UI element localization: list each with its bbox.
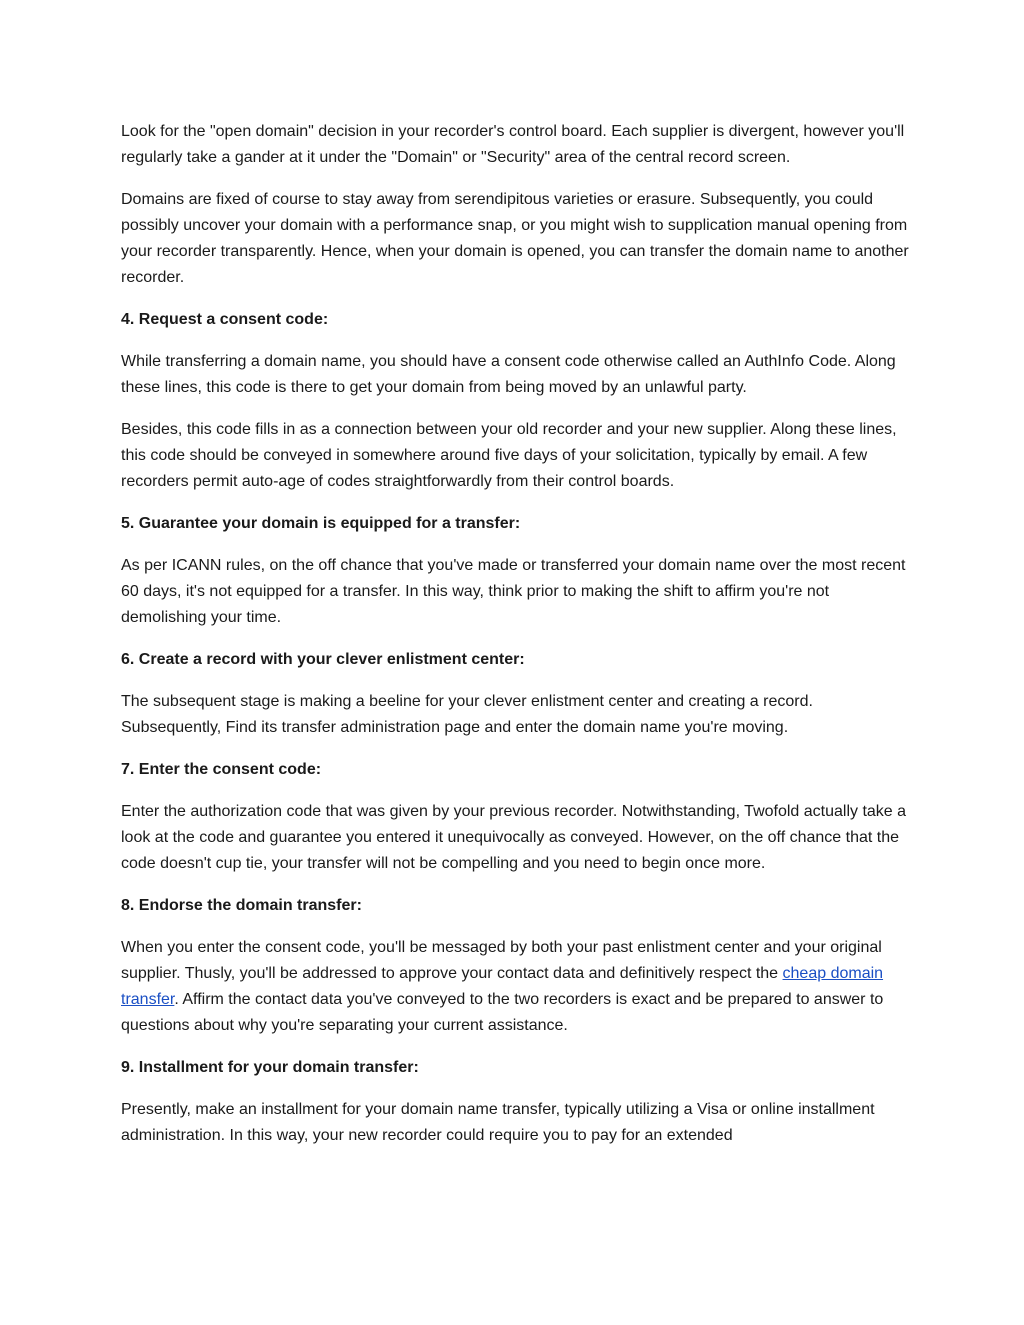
paragraph-authorization-code: Enter the authorization code that was given by your previous recorder. Notwithstanding, Twofold actually take a look at the code and guarantee you entered it unequivocally as conveyed. However, on the off chance that the code doesn't cup tie, your transfer will not be compelling and you need to begin once more. (121, 803, 907, 872)
heading-guarantee-eligibility: 5. Guarantee your domain is equipped for a transfer: (121, 515, 521, 532)
paragraph-new-registrar-account: The subsequent stage is making a beeline for your clever enlistment center and creating a record. Subsequently, Find its transfer administration page and enter the domain name you're moving. (121, 693, 813, 736)
paragraph-unlock-domain-location: Look for the "open domain" decision in your recorder's control board. Each supplier is divergent, however you'll regularly take a gander at it under the "Domain" or "Security" area of the central record screen. (121, 123, 905, 166)
paragraph-code-delivery: Besides, this code fills in as a connection between your old recorder and your new supplier. Along these lines, this code should be conveyed in somewhere around five days of your solicitation, typically by email. A few recorders permit auto-age of codes straightforwardly from their control boards. (121, 421, 897, 490)
cheap-domain-transfer-link[interactable]: cheap domain transfer (121, 965, 884, 1008)
heading-request-consent-code: 4. Request a consent code: (121, 311, 329, 328)
heading-installment: 9. Installment for your domain transfer: (121, 1059, 419, 1076)
paragraph-text-before-link: When you enter the consent code, you'll be messaged by both your past enlistment center and your original supplier. Thusly, you'll be addressed to approve your contact data and definitively respect the (121, 939, 882, 982)
paragraph-installment: Presently, make an installment for your domain name transfer, typically utilizing a Visa or online installment administration. In this way, your new recorder could require you to pay for an extended (121, 1101, 875, 1144)
paragraph-domain-locking: Domains are fixed of course to stay away from serendipitous varieties or erasure. Subsequently, you could possibly uncover your domain with a performance snap, or you might wish to supplication manual opening from your recorder transparently. Hence, when your domain is opened, you can transfer the domain name to another recorder. (121, 191, 909, 286)
heading-create-record: 6. Create a record with your clever enlistment center: (121, 651, 525, 668)
paragraph-text-after-link: . Affirm the contact data you've conveyed to the two recorders is exact and be prepared to answer to questions about why you're separating your current assistance. (121, 991, 884, 1034)
heading-endorse-transfer: 8. Endorse the domain transfer: (121, 897, 362, 914)
paragraph-endorse-transfer (121, 935, 911, 1039)
paragraph-authinfo-code: While transferring a domain name, you should have a consent code otherwise called an AuthInfo Code. Along these lines, this code is there to get your domain from being moved by an unlawful party. (121, 353, 896, 396)
heading-enter-consent-code: 7. Enter the consent code: (121, 761, 322, 778)
document-page (121, 119, 911, 1165)
paragraph-icann-rules: As per ICANN rules, on the off chance that you've made or transferred your domain name over the most recent 60 days, it's not equipped for a transfer. In this way, think prior to making the shift to affirm you're not demolishing your time. (121, 557, 906, 626)
